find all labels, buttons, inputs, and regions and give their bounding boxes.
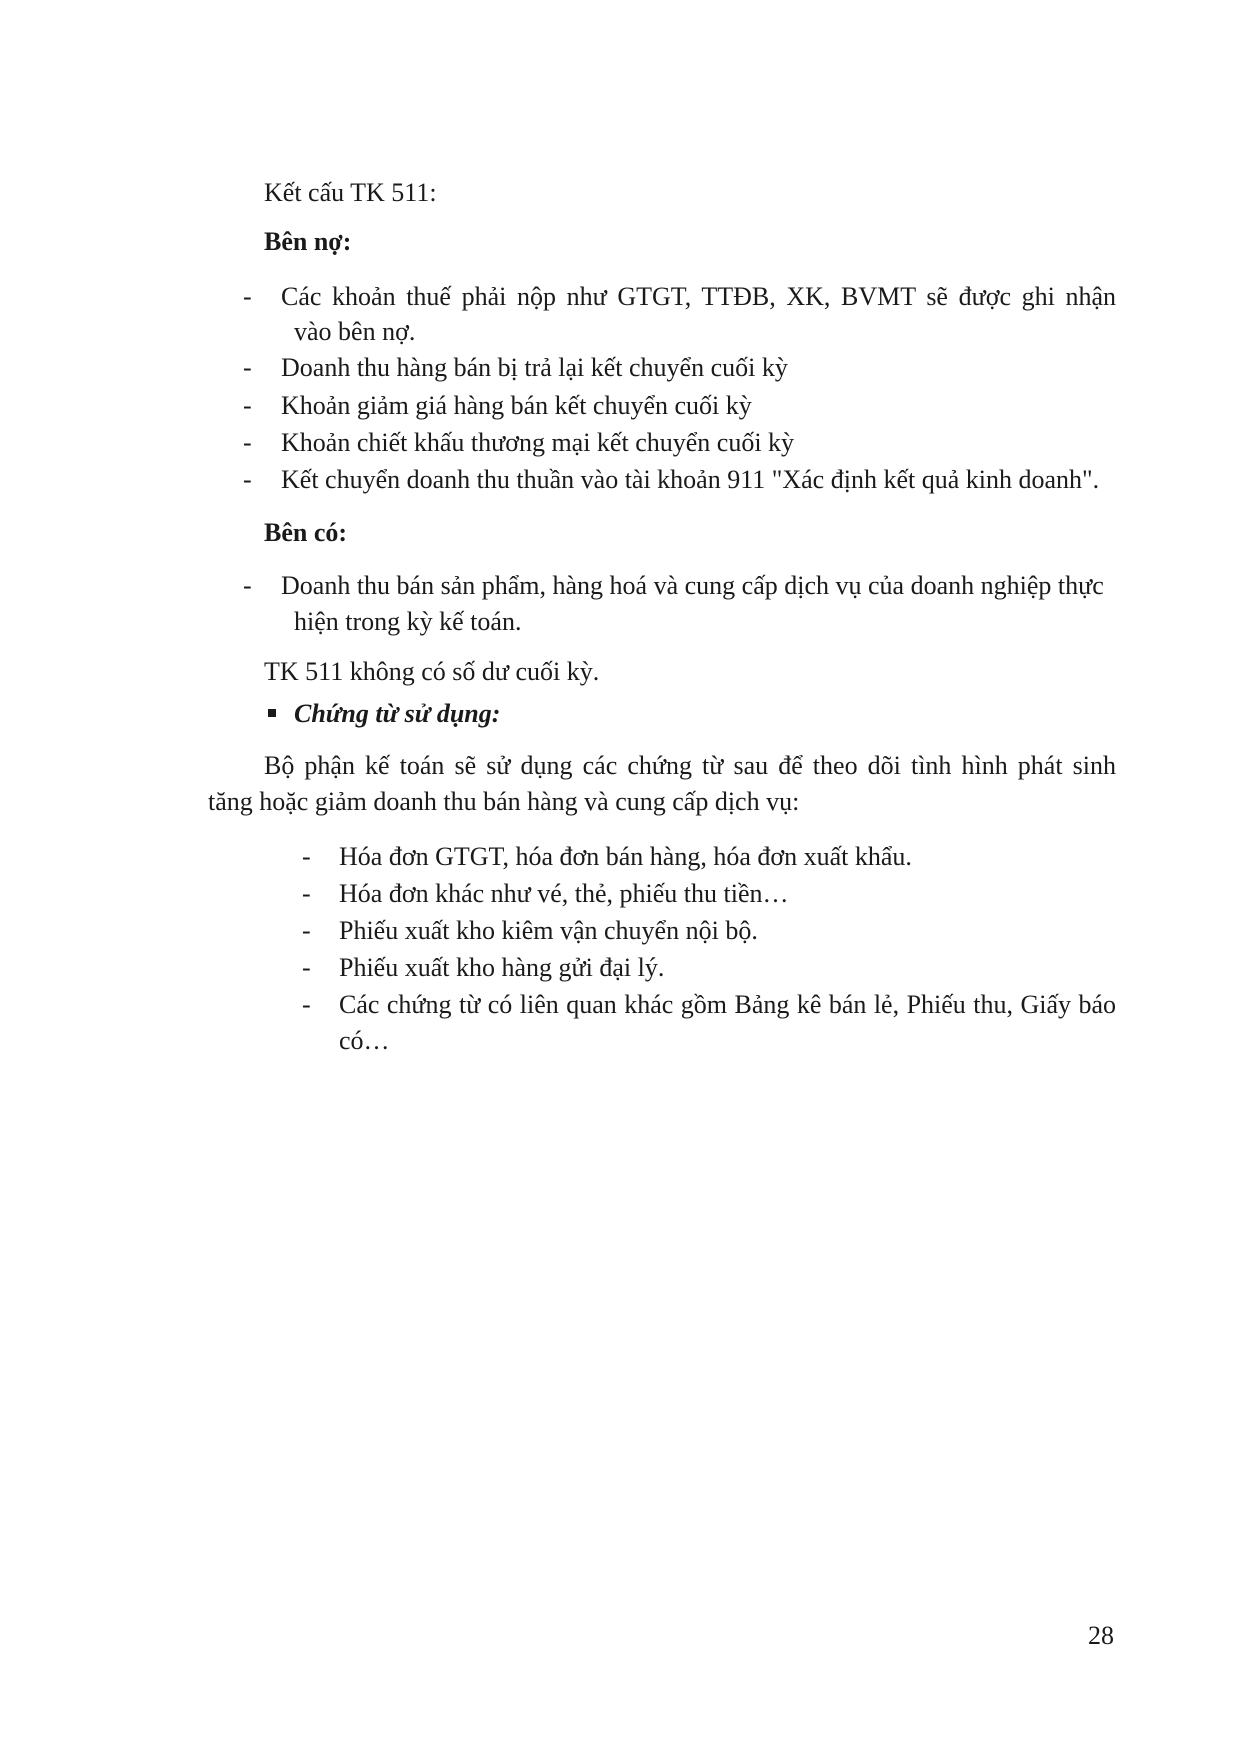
debit-heading: Bên nợ: bbox=[264, 227, 352, 256]
list-item-text-continued: hiện trong kỳ kế toán. bbox=[294, 607, 522, 636]
dash-marker: - bbox=[243, 353, 252, 382]
dash-marker: - bbox=[243, 571, 252, 600]
list-item-text: Phiếu xuất kho hàng gửi đại lý. bbox=[339, 953, 665, 982]
list-item-text: Phiếu xuất kho kiêm vận chuyển nội bộ. bbox=[339, 916, 758, 945]
page-number: 28 bbox=[1088, 1621, 1114, 1650]
square-bullet-icon bbox=[268, 709, 276, 717]
list-item-text: Hóa đơn khác như vé, thẻ, phiếu thu tiền… bbox=[339, 879, 789, 908]
list-item-text: Kết chuyển doanh thu thuần vào tài khoản 911 "Xác định kết quả kinh doanh". bbox=[281, 465, 1100, 494]
list-item-text: Khoản chiết khấu thương mại kết chuyển cuối kỳ bbox=[281, 428, 795, 457]
list-item-text: Doanh thu bán sản phẩm, hàng hoá và cung cấp dịch vụ của doanh nghiệp thực bbox=[281, 571, 1104, 600]
list-item-text: Các chứng từ có liên quan khác gồm Bảng kê bán lẻ, Phiếu thu, Giấy báo bbox=[339, 990, 1116, 1019]
documents-heading: Chứng từ sử dụng: bbox=[294, 699, 501, 728]
dash-marker: - bbox=[243, 391, 252, 420]
list-item-text: Các khoản thuế phải nộp như GTGT, TTĐB, XK, BVMT sẽ được ghi nhận bbox=[281, 282, 1116, 311]
list-item-text: Doanh thu hàng bán bị trả lại kết chuyển cuối kỳ bbox=[281, 353, 788, 382]
documents-paragraph-line: Bộ phận kế toán sẽ sử dụng các chứng từ sau để theo dõi tình hình phát sinh bbox=[264, 751, 1116, 780]
dash-marker: - bbox=[243, 428, 252, 457]
list-item-text-continued: có… bbox=[339, 1026, 390, 1055]
dash-marker: - bbox=[243, 465, 252, 494]
dash-marker: - bbox=[302, 990, 311, 1019]
list-item-text-continued: vào bên nợ. bbox=[294, 317, 416, 346]
intro-text: Kết cấu TK 511: bbox=[264, 178, 437, 207]
documents-paragraph-line: tăng hoặc giảm doanh thu bán hàng và cung cấp dịch vụ: bbox=[208, 787, 800, 816]
dash-marker: - bbox=[302, 916, 311, 945]
credit-heading: Bên có: bbox=[264, 518, 348, 547]
list-item-text: Khoản giảm giá hàng bán kết chuyển cuối kỳ bbox=[281, 391, 752, 420]
dash-marker: - bbox=[302, 953, 311, 982]
dash-marker: - bbox=[302, 842, 311, 871]
dash-marker: - bbox=[302, 879, 311, 908]
list-item-text: Hóa đơn GTGT, hóa đơn bán hàng, hóa đơn xuất khẩu. bbox=[339, 842, 912, 871]
balance-note: TK 511 không có số dư cuối kỳ. bbox=[264, 657, 600, 686]
dash-marker: - bbox=[243, 282, 252, 311]
